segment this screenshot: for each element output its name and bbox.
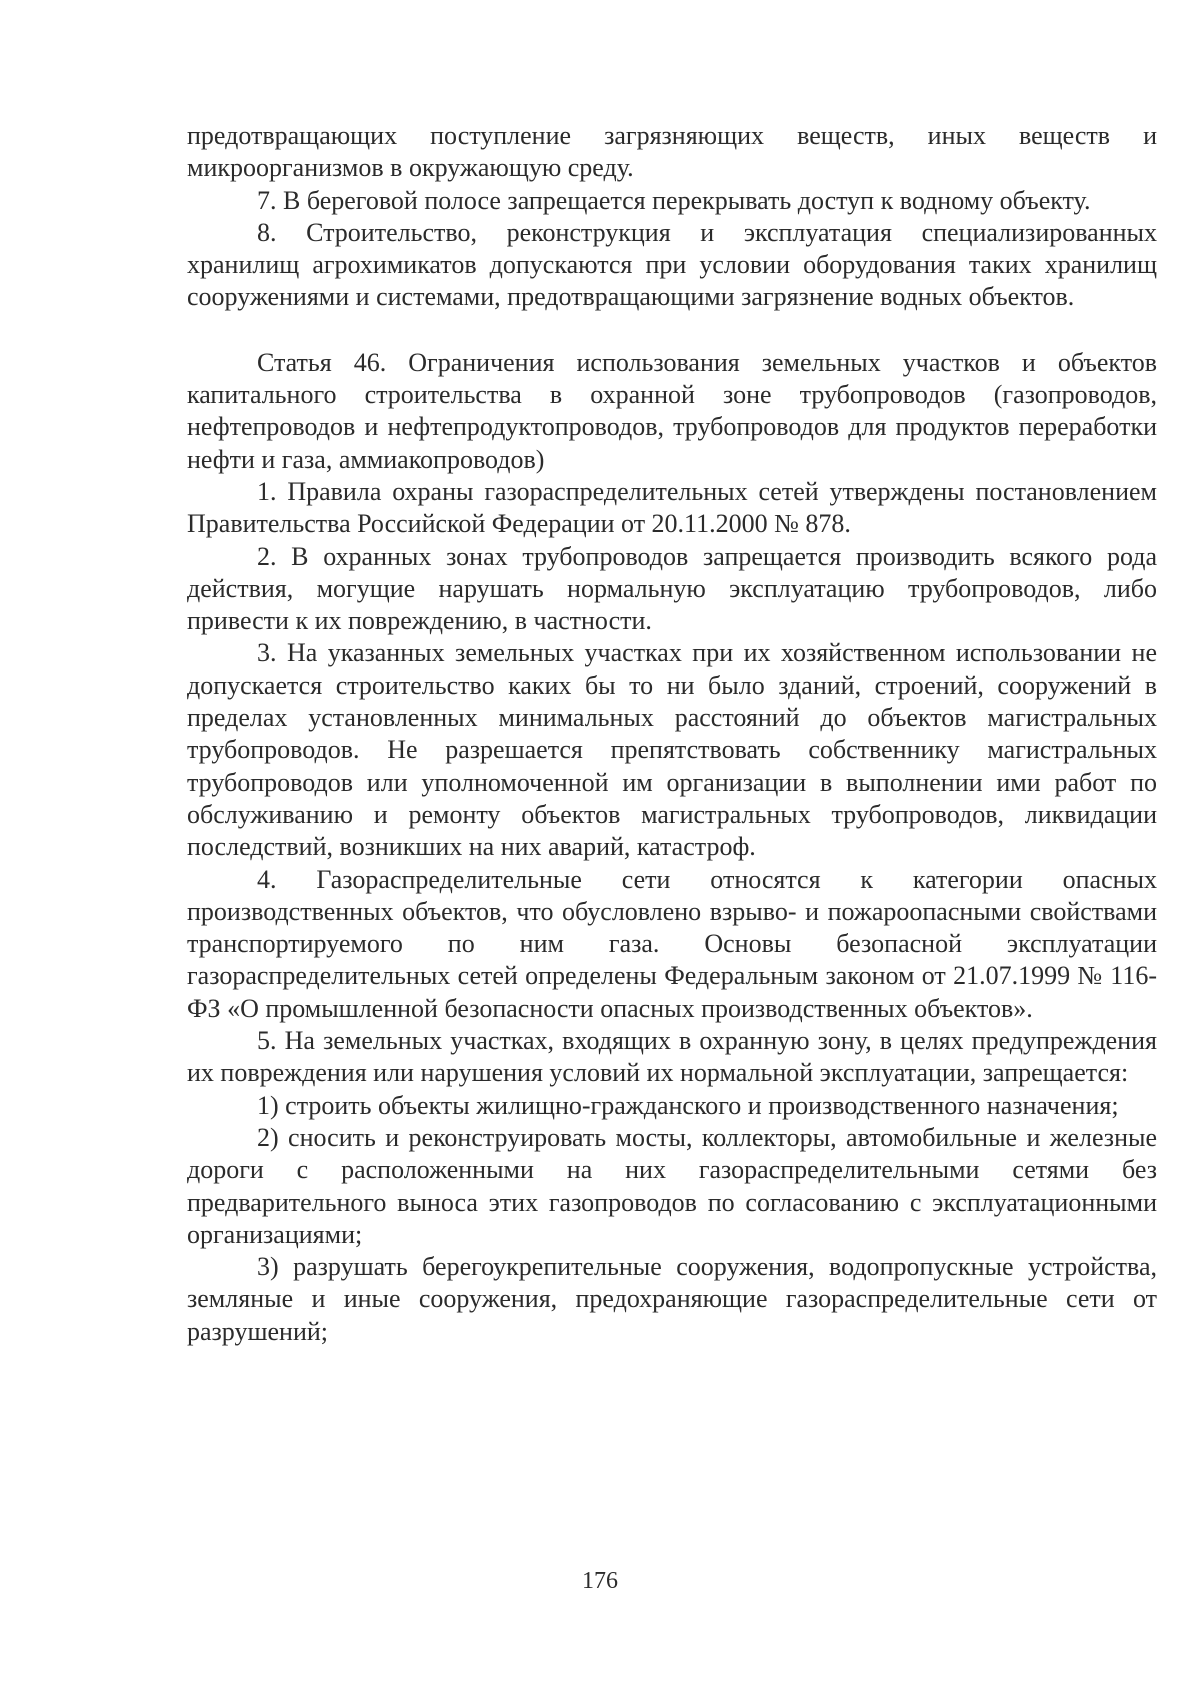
subitem-1: 1) строить объекты жилищно-гражданского и производственного назначения; [257,1090,1119,1120]
subitem-2: 2) сносить и реконструировать мосты, коллекторы, автомобильные и железные дороги с расположенными на них газораспределительными сетями без предварительного выноса этих газопроводов по согласованию с эксплуатационными организациями; [187,1122,1157,1249]
paragraph-5: 5. На земельных участках, входящих в охранную зону, в целях предупреждения их повреждения или нарушения условий их нормальной эксплуатации, запрещается: [187,1026,1157,1088]
continuation-paragraph: предотвращающих поступление загрязняющих веществ, иных веществ и микроорганизмов в окружающую среду. [187,121,1157,183]
subitem-3: 3) разрушать берегоукрепительные сооружения, водопропускные устройства, земляные и иные сооружения, предохраняющие газораспределительные сети от разрушений; [187,1252,1157,1346]
paragraph-4: 4. Газораспределительные сети относятся к категории опасных производственных объектов, что обусловлено взрыво- и пожароопасными свойствами транспортируемого по ним газа. Основы безопасной эксплуатации газораспределительных сетей определены Федеральным законом от 21.07.1999 № 116-ФЗ «О промышленной безопасности опасных производственных объектов». [187,864,1157,1023]
item-7-paragraph: 7. В береговой полосе запрещается перекрывать доступ к водному объекту. [257,185,1091,215]
paragraph-2: 2. В охранных зонах трубопроводов запрещается производить всякого рода действия, могущие нарушать нормальную эксплуатацию трубопроводов, либо привести к их повреждению, в частности. [187,541,1157,636]
article-46-title: Статья 46. Ограничения использования земельных участков и объектов капитального строительства в охранной зоне трубопроводов (газопроводов, нефтепроводов и нефтепродуктопроводов, трубопроводов для продуктов переработки нефти и газа, аммиакопроводов) [187,347,1157,474]
paragraph-3: 3. На указанных земельных участках при их хозяйственном использовании не допускается строительство каких бы то ни было зданий, строений, сооружений в пределах установленных минимальных расстояний до объектов магистральных трубопроводов. Не разрешается препятствовать собственнику магистральных трубопроводов или уполномоченной им организации в выполнении ими работ по обслуживанию и ремонту объектов магистральных трубопроводов, ликвидации последствий, возникших на них аварий, катастроф. [187,638,1157,862]
item-8-paragraph: 8. Строительство, реконструкция и эксплуатация специализированных хранилищ агрохимикатов допускаются при условии оборудования таких хранилищ сооружениями и системами, предотвращающими загрязнение водных объектов. [187,217,1157,312]
document-body [187,120,1157,1348]
paragraph-1: 1. Правила охраны газораспределительных сетей утверждены постановлением Правительства Российской Федерации от 20.11.2000 № 878. [187,476,1157,539]
page-number: 176 [582,1568,618,1594]
